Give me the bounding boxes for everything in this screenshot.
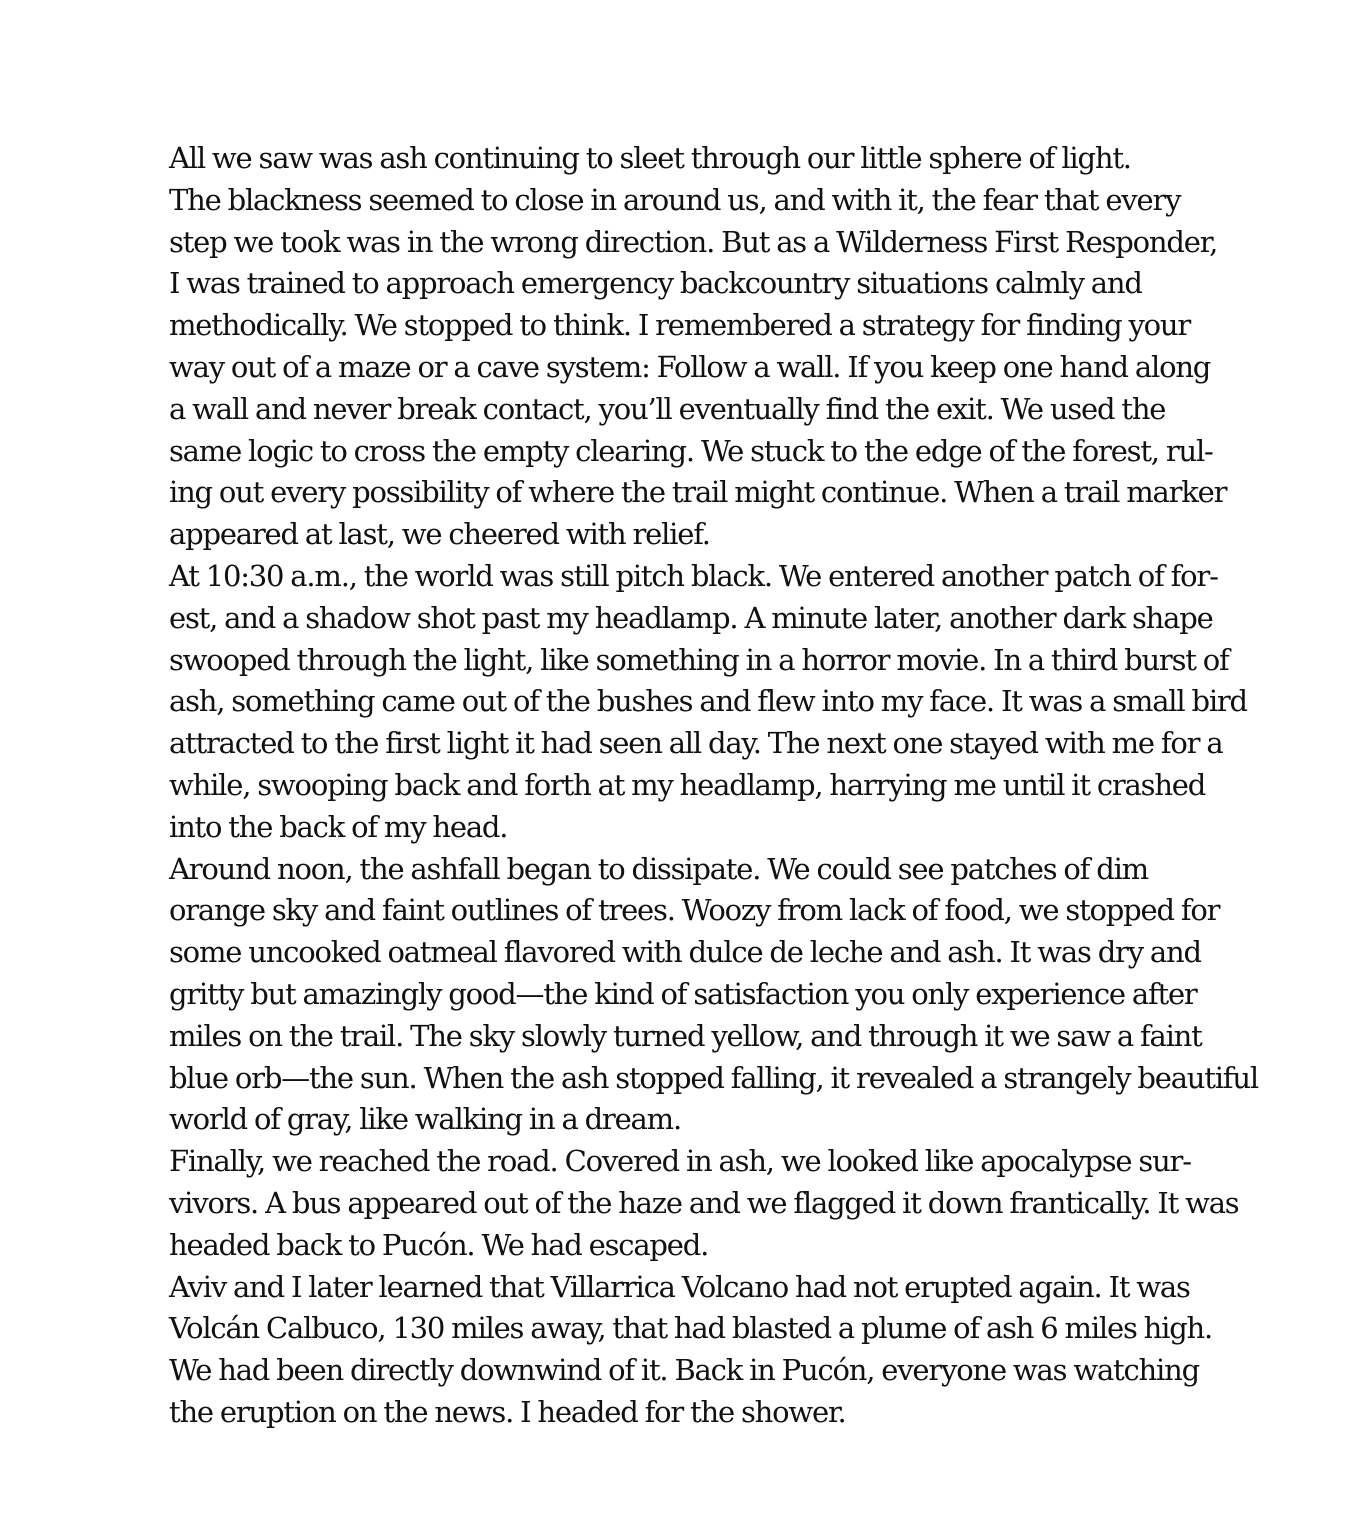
text-line: I was trained to approach emergency backcountry situations calmly and [169, 266, 1142, 301]
text-line: Aviv and I later learned that Villarrica Volcano had not erupted again. It was [169, 1269, 1190, 1304]
text-line: orange sky and faint outlines of trees. Woozy from lack of food, we stopped for [169, 893, 1220, 928]
text-line: At 10:30 a.m., the world was still pitch black. We entered another patch of for- [169, 558, 1218, 593]
paragraph-1 [130, 138, 1290, 180]
text-line: swooped through the light, like something in a horror movie. In a third burst of [169, 642, 1229, 677]
text-line: est, and a shadow shot past my headlamp. A minute later, another dark shape [169, 600, 1213, 635]
text-line: way out of a maze or a cave system: Follow a wall. If you keep one hand along [169, 349, 1211, 384]
text-line: The blackness seemed to close in around us, and with it, the fear that every [169, 182, 1181, 217]
text-line: some uncooked oatmeal flavored with dulce de leche and ash. It was dry and [169, 935, 1201, 970]
document-page [130, 138, 1290, 1434]
text-line: into the back of my head. [169, 809, 508, 844]
text-line: methodically. We stopped to think. I remembered a strategy for finding your [169, 308, 1191, 343]
text-line: ash, something came out of the bushes and flew into my face. It was a small bird [169, 684, 1247, 719]
text-line: the eruption on the news. I headed for the shower. [169, 1394, 846, 1429]
paragraph-4 [130, 849, 1290, 1142]
text-line: step we took was in the wrong direction. But as a Wilderness First Responder, [169, 224, 1218, 259]
text-line: same logic to cross the empty clearing. We stuck to the edge of the forest, rul- [169, 433, 1213, 468]
paragraph-6 [130, 1267, 1290, 1434]
text-line: appeared at last, we cheered with relief. [169, 517, 710, 552]
paragraph-3 [130, 556, 1290, 849]
text-line: All we saw was ash continuing to sleet through our little sphere of light. [169, 141, 1131, 175]
paragraph-5 [130, 1141, 1290, 1266]
text-line: miles on the trail. The sky slowly turned yellow, and through it we saw a faint [169, 1018, 1202, 1053]
paragraph-2 [130, 180, 1290, 556]
text-line: gritty but amazingly good—the kind of satisfaction you only experience after [169, 976, 1197, 1011]
text-line: blue orb—the sun. When the ash stopped falling, it revealed a strangely beautiful [169, 1060, 1258, 1095]
text-line: We had been directly downwind of it. Back in Pucón, everyone was watching [169, 1353, 1199, 1388]
text-line: Finally, we reached the road. Covered in ash, we looked like apocalypse sur- [169, 1144, 1191, 1179]
text-line: Around noon, the ashfall began to dissipate. We could see patches of dim [169, 851, 1148, 886]
text-line: vivors. A bus appeared out of the haze and we flagged it down frantically. It was [169, 1185, 1239, 1220]
text-line: Volcán Calbuco, 130 miles away, that had blasted a plume of ash 6 miles high. [169, 1311, 1213, 1346]
text-line: while, swooping back and forth at my headlamp, harrying me until it crashed [169, 767, 1206, 802]
text-line: a wall and never break contact, you’ll eventually find the exit. We used the [169, 391, 1166, 426]
text-line: world of gray, like walking in a dream. [169, 1102, 681, 1137]
text-line: headed back to Pucón. We had escaped. [169, 1227, 709, 1262]
text-line: attracted to the first light it had seen all day. The next one stayed with me for a [169, 726, 1223, 761]
text-line: ing out every possibility of where the trail might continue. When a trail marker [169, 475, 1227, 510]
